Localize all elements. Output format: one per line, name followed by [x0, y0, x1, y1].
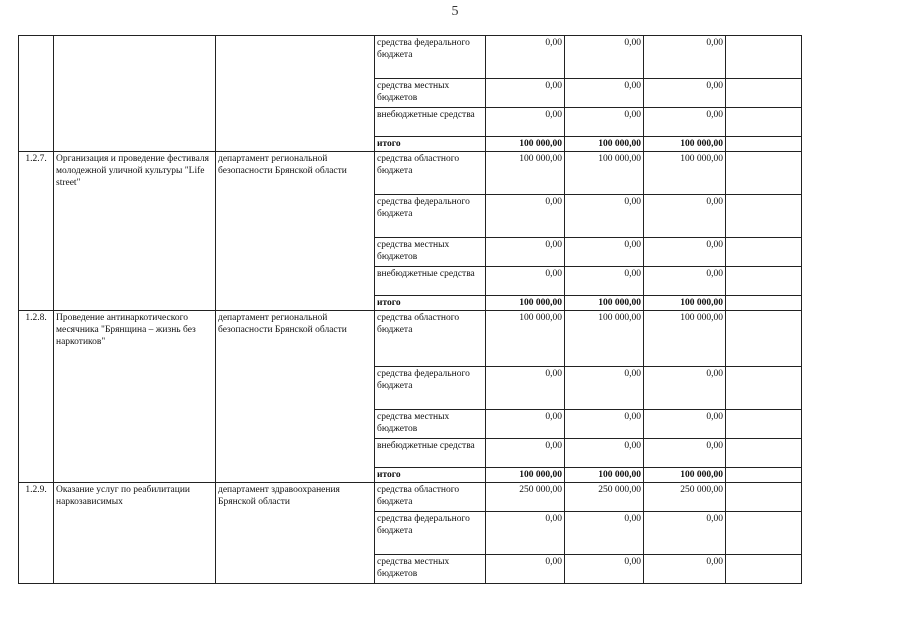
amount-year2-cell: 100 000,00	[565, 152, 644, 195]
table-row	[19, 311, 802, 367]
amount-year1-cell: 0,00	[486, 195, 565, 238]
amount-year2-cell: 0,00	[565, 195, 644, 238]
amount-year3-cell: 0,00	[644, 367, 726, 410]
amount-year1-cell: 0,00	[486, 79, 565, 108]
funding-source-cell: средства местных бюджетов	[375, 555, 486, 584]
amount-year3-cell: 0,00	[644, 36, 726, 79]
amount-year2-cell: 100 000,00	[565, 468, 644, 483]
item-executor-cell: департамент региональной безопасности Брянской области	[216, 152, 375, 311]
budget-table	[18, 35, 802, 584]
amount-year2-cell: 100 000,00	[565, 296, 644, 311]
amount-year1-cell: 0,00	[486, 439, 565, 468]
amount-year1-cell: 100 000,00	[486, 468, 565, 483]
amount-year3-cell: 0,00	[644, 108, 726, 137]
amount-year3-cell: 250 000,00	[644, 483, 726, 512]
amount-year3-cell: 100 000,00	[644, 137, 726, 152]
empty-note-cell	[726, 483, 802, 512]
item-executor-cell	[216, 36, 375, 152]
funding-source-cell: средства федерального бюджета	[375, 512, 486, 555]
item-code-cell	[19, 36, 54, 152]
funding-source-cell: итого	[375, 296, 486, 311]
funding-source-cell: итого	[375, 468, 486, 483]
empty-note-cell	[726, 439, 802, 468]
amount-year2-cell: 0,00	[565, 555, 644, 584]
empty-note-cell	[726, 108, 802, 137]
amount-year2-cell: 0,00	[565, 79, 644, 108]
funding-source-cell: внебюджетные средства	[375, 439, 486, 468]
page-number: 5	[451, 4, 459, 19]
funding-source-cell: внебюджетные средства	[375, 267, 486, 296]
empty-note-cell	[726, 267, 802, 296]
amount-year2-cell: 0,00	[565, 108, 644, 137]
amount-year3-cell: 100 000,00	[644, 311, 726, 367]
empty-note-cell	[726, 410, 802, 439]
amount-year1-cell: 100 000,00	[486, 311, 565, 367]
empty-note-cell	[726, 152, 802, 195]
table-row	[19, 483, 802, 512]
table-row	[19, 152, 802, 195]
amount-year3-cell: 0,00	[644, 555, 726, 584]
amount-year1-cell: 100 000,00	[486, 137, 565, 152]
amount-year3-cell: 0,00	[644, 79, 726, 108]
amount-year3-cell: 0,00	[644, 439, 726, 468]
empty-note-cell	[726, 36, 802, 79]
item-name-cell: Проведение антинаркотического месячника "Брянщина – жизнь без наркотиков"	[54, 311, 216, 483]
amount-year3-cell: 0,00	[644, 410, 726, 439]
funding-source-cell: средства федерального бюджета	[375, 195, 486, 238]
empty-note-cell	[726, 311, 802, 367]
empty-note-cell	[726, 296, 802, 311]
funding-source-cell: средства федерального бюджета	[375, 367, 486, 410]
amount-year1-cell: 0,00	[486, 267, 565, 296]
amount-year3-cell: 0,00	[644, 267, 726, 296]
amount-year1-cell: 0,00	[486, 555, 565, 584]
empty-note-cell	[726, 137, 802, 152]
amount-year1-cell: 100 000,00	[486, 296, 565, 311]
amount-year2-cell: 0,00	[565, 367, 644, 410]
funding-source-cell: средства местных бюджетов	[375, 79, 486, 108]
funding-source-cell: средства федерального бюджета	[375, 36, 486, 79]
amount-year1-cell: 100 000,00	[486, 152, 565, 195]
amount-year3-cell: 100 000,00	[644, 152, 726, 195]
item-executor-cell: департамент здравоохранения Брянской области	[216, 483, 375, 584]
empty-note-cell	[726, 555, 802, 584]
item-code-cell: 1.2.7.	[19, 152, 54, 311]
funding-source-cell: итого	[375, 137, 486, 152]
amount-year2-cell: 100 000,00	[565, 311, 644, 367]
funding-source-cell: средства местных бюджетов	[375, 238, 486, 267]
amount-year3-cell: 100 000,00	[644, 296, 726, 311]
amount-year1-cell: 0,00	[486, 367, 565, 410]
amount-year3-cell: 0,00	[644, 238, 726, 267]
empty-note-cell	[726, 79, 802, 108]
amount-year2-cell: 250 000,00	[565, 483, 644, 512]
funding-source-cell: средства местных бюджетов	[375, 410, 486, 439]
empty-note-cell	[726, 468, 802, 483]
item-name-cell: Оказание услуг по реабилитации наркозависимых	[54, 483, 216, 584]
empty-note-cell	[726, 238, 802, 267]
amount-year2-cell: 0,00	[565, 439, 644, 468]
amount-year3-cell: 100 000,00	[644, 468, 726, 483]
item-executor-cell: департамент региональной безопасности Брянской области	[216, 311, 375, 483]
funding-source-cell: средства областного бюджета	[375, 152, 486, 195]
amount-year2-cell: 100 000,00	[565, 137, 644, 152]
item-code-cell: 1.2.8.	[19, 311, 54, 483]
amount-year3-cell: 0,00	[644, 512, 726, 555]
item-name-cell	[54, 36, 216, 152]
item-name-cell: Организация и проведение фестиваля молодежной уличной культуры "Life street"	[54, 152, 216, 311]
amount-year1-cell: 0,00	[486, 108, 565, 137]
amount-year2-cell: 0,00	[565, 267, 644, 296]
amount-year1-cell: 0,00	[486, 36, 565, 79]
empty-note-cell	[726, 367, 802, 410]
amount-year1-cell: 0,00	[486, 512, 565, 555]
amount-year1-cell: 0,00	[486, 410, 565, 439]
amount-year3-cell: 0,00	[644, 195, 726, 238]
amount-year2-cell: 0,00	[565, 512, 644, 555]
amount-year1-cell: 250 000,00	[486, 483, 565, 512]
amount-year1-cell: 0,00	[486, 238, 565, 267]
amount-year2-cell: 0,00	[565, 238, 644, 267]
empty-note-cell	[726, 195, 802, 238]
amount-year2-cell: 0,00	[565, 410, 644, 439]
table-row	[19, 36, 802, 79]
amount-year2-cell: 0,00	[565, 36, 644, 79]
funding-source-cell: средства областного бюджета	[375, 311, 486, 367]
funding-source-cell: внебюджетные средства	[375, 108, 486, 137]
item-code-cell: 1.2.9.	[19, 483, 54, 584]
budget-table-body	[19, 36, 802, 584]
funding-source-cell: средства областного бюджета	[375, 483, 486, 512]
empty-note-cell	[726, 512, 802, 555]
